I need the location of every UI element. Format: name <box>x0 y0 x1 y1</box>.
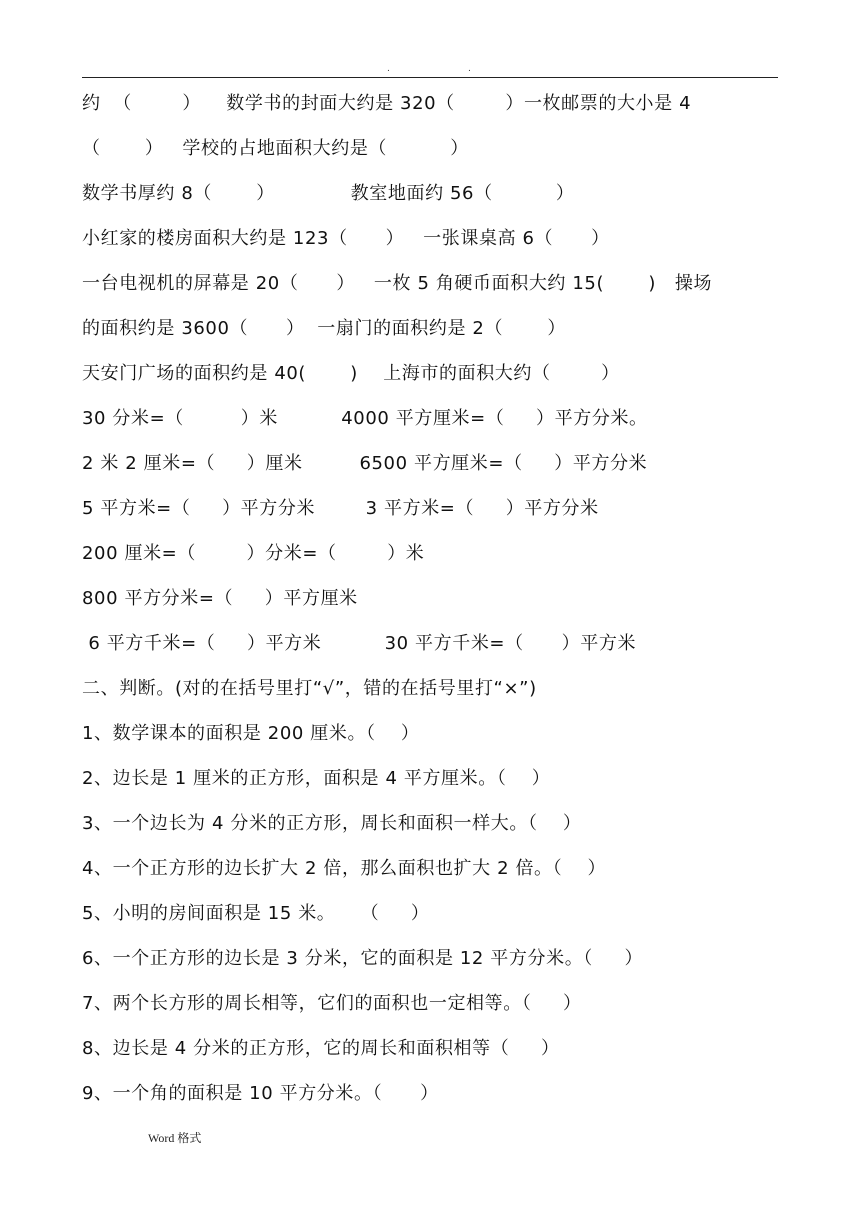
conversion-line-6: 6 平方千米=（ ）平方米 30 平方千米=（ ）平方米 <box>82 633 637 654</box>
text-line-3: 数学书厚约 8（ ） 教室地面约 56（ ） <box>82 183 575 204</box>
judgment-item-9: 9、一个角的面积是 10 平方分米。（ ） <box>82 1083 439 1104</box>
conversion-line-3: 5 平方米=（ ）平方分米 3 平方米=（ ）平方分米 <box>82 498 599 519</box>
conversion-line-4: 200 厘米=（ ）分米=（ ）米 <box>82 543 425 564</box>
footer-label: Word 格式 <box>148 1131 202 1145</box>
judgment-item-6: 6、一个正方形的边长是 3 分米，它的面积是 12 平方分米。（ ） <box>82 948 644 969</box>
judgment-item-8: 8、边长是 4 分米的正方形，它的周长和面积相等（ ） <box>82 1038 560 1059</box>
judgment-item-4: 4、一个正方形的边长扩大 2 倍，那么面积也扩大 2 倍。（ ） <box>82 858 607 879</box>
text-line-2: （ ） 学校的占地面积大约是（ ） <box>82 138 469 159</box>
header-dot: . <box>387 64 390 74</box>
judgment-item-3: 3、一个边长为 4 分米的正方形，周长和面积一样大。（ ） <box>82 813 582 834</box>
text-line-5: 一台电视机的屏幕是 20（ ） 一枚 5 角硬币面积大约 15( ) 操场 <box>82 273 713 294</box>
text-line-6: 的面积约是 3600（ ） 一扇门的面积约是 2（ ） <box>82 318 566 339</box>
text-line-4: 小红家的楼房面积大约是 123（ ） 一张课桌高 6（ ） <box>82 228 610 249</box>
judgment-item-5: 5、小明的房间面积是 15 米。 （ ） <box>82 903 430 924</box>
judgment-item-2: 2、边长是 1 厘米的正方形，面积是 4 平方厘米。（ ） <box>82 768 551 789</box>
judgment-item-7: 7、两个长方形的周长相等，它们的面积也一定相等。（ ） <box>82 993 582 1014</box>
header-rule <box>82 77 778 78</box>
header-dots <box>0 64 860 76</box>
conversion-line-5: 800 平方分米=（ ）平方厘米 <box>82 588 358 609</box>
header-dot: . <box>468 64 471 74</box>
text-line-7: 天安门广场的面积约是 40( ) 上海市的面积大约（ ） <box>82 363 620 384</box>
conversion-line-1: 30 分米=（ ）米 4000 平方厘米=（ ）平方分米。 <box>82 408 648 429</box>
section-heading-judgment: 二、判断。(对的在括号里打“√”，错的在括号里打“×”) <box>82 678 537 699</box>
judgment-item-1: 1、数学课本的面积是 200 厘米。（ ） <box>82 723 420 744</box>
conversion-line-2: 2 米 2 厘米=（ ）厘米 6500 平方厘米=（ ）平方分米 <box>82 453 648 474</box>
text-line-1: 约 （ ） 数学书的封面大约是 320（ ）一枚邮票的大小是 4 <box>82 93 692 114</box>
